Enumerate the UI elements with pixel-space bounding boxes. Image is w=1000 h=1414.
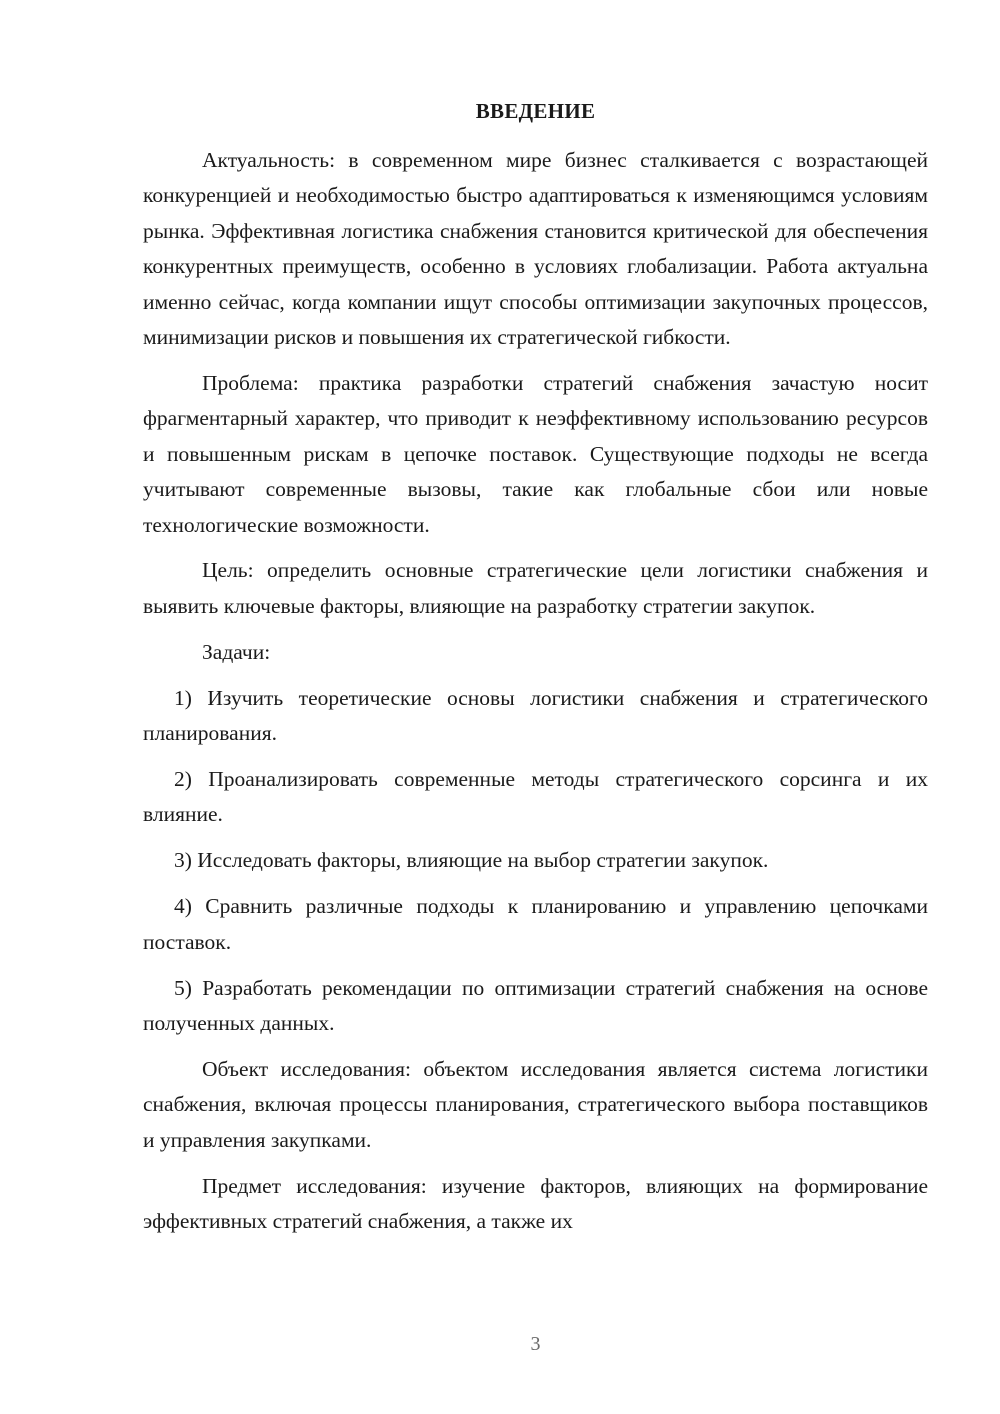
task-item-2: 2) Проанализировать современные методы стратегического сорсинга и их влияние. [143,767,928,827]
task-item-5: 5) Разработать рекомендации по оптимизации стратегий снабжения на основе полученных данных. [143,975,928,1035]
page-title: ВВЕДЕНИЕ [475,99,596,123]
paragraph-subject: Предмет исследования: изучение факторов, влияющих на формирование эффективных стратегий снабжения, а также их [143,1173,928,1233]
task-item-1: 1) Изучить теоретические основы логистики снабжения и стратегического планирования. [143,685,928,746]
page-number: 3 [530,1333,541,1355]
paragraph-object: Объект исследования: объектом исследования является система логистики снабжения, включая процессы планирования, стратегического выбора поставщиков и управления закупками. [143,1056,928,1152]
paragraph-problem: Проблема: практика разработки стратегий снабжения зачастую носит фрагментарный характер, что приводит к неэффективному использованию ресурсов и повышенным рискам в цепочке поставок. Существующие подходы не всегда учитывают современные вызовы, такие как глобальные сбои или новые технологические возможности. [143,370,928,537]
document-body [143,143,928,1250]
paragraph-relevance: Актуальность: в современном мире бизнес сталкивается с возрастающей конкуренцией и необходимостью быстро адаптироваться к изменяющимся условиям рынка. Эффективная логистика снабжения становится критической для обеспечения конкурентных преимуществ, особенно в условиях глобализации. Работа актуальна именно сейчас, когда компании ищут способы оптимизации закупочных процессов, минимизации рисков и повышения их стратегической гибкости. [143,148,928,350]
paragraph-goal: Цель: определить основные стратегические цели логистики снабжения и выявить ключевые факторы, влияющие на разработку стратегии закупок. [143,558,928,618]
task-item-3: 3) Исследовать факторы, влияющие на выбор стратегии закупок. [174,848,769,873]
document-page [143,0,928,1414]
task-item-4: 4) Сравнить различные подходы к планированию и управлению цепочками поставок. [143,894,928,954]
paragraph-tasks-heading: Задачи: [202,639,271,664]
